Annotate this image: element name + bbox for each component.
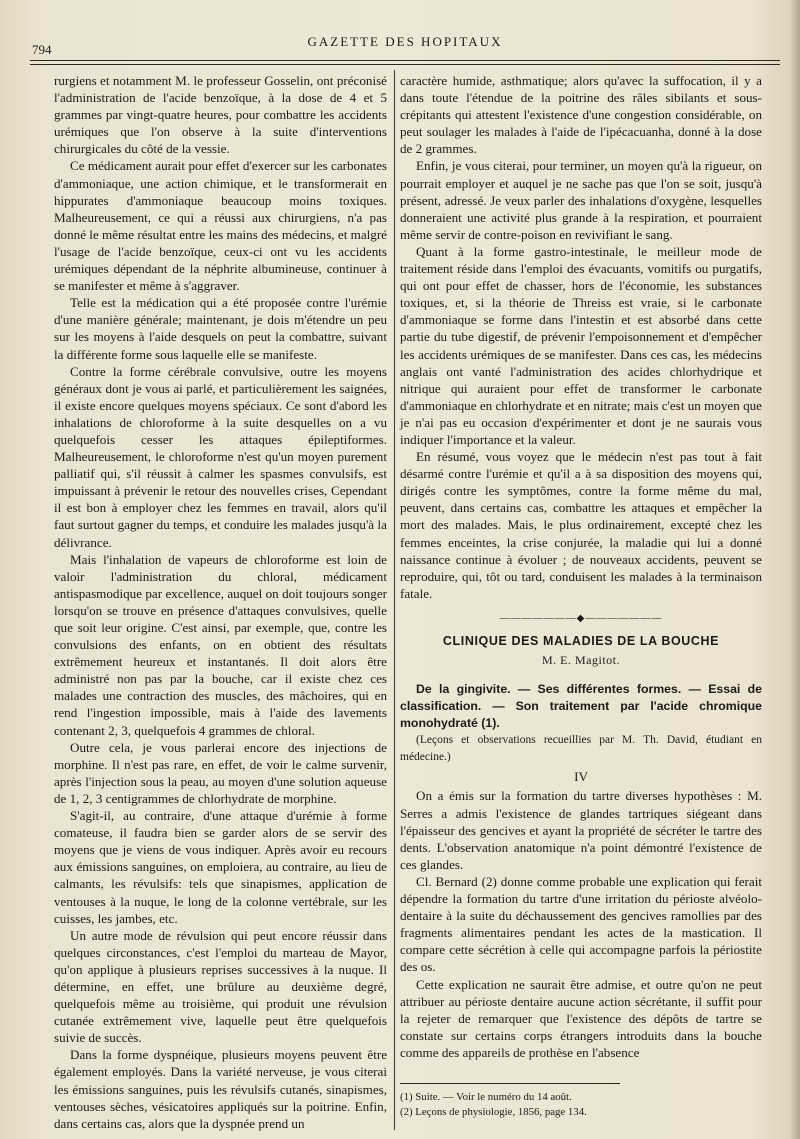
section-author: M. E. Magitot. [542, 653, 620, 668]
journal-title: GAZETTE DES HOPITAUX [307, 34, 503, 49]
paragraph: Ce médicament aurait pour effet d'exercer sur les carbonates d'ammoniaque, une action chimique, et le transformerait en hippurates d'ammoniaque beaucoup moins toxiques. Malheureusement, ce qui a réussi aux chirurgiens, n'a pas donné le même résultat entre les mains des médecins, et malgré l'usage de l'acide benzoïque, ceux-ci ont vu les accidents urémiques dépendant de la néphrite albumineuse, continuer à se manifester et même à s'aggraver. [54, 158, 387, 294]
article-subhead: De la gingivite. — Ses différentes formes. — Essai de classification. — Son traitement par l'acide chromique monohydraté (1). [400, 682, 762, 731]
paragraph: Quant à la forme gastro-intestinale, le meilleur mode de traitement réside dans l'emploi des évacuants, vomitifs ou purgatifs, qui ont pour effet de chasser, hors de l'économie, les substances toxiques, et, si la théorie de Threiss est vraie, si le carbonate d'ammoniaque se forme dans l'intestin et est absorbé dans cette partie du tube digestif, de prévenir l'empoisonnement et d'empêcher les accidents urémiques de se manifester. Dans ces cas, les médecins anglais ont vanté l'administration des acides chlorhydrique et nitrique qui auraient pour effet de transformer le carbonate d'ammoniaque en chlorhydrate et en nitrate; mais c'est un moyen que je n'ai pas eu occasion d'expérimenter et dont je ne saurais vous indiquer l'importance et la valeur. [400, 243, 762, 447]
paragraph: Cl. Bernard (2) donne comme probable une explication qui ferait dépendre la formation du tartre d'une irritation du périoste alvéolo-dentaire à la suite du déchaussement des gencives ramollies par des fragments alimentaires pendant les actes de la mastication. Il compare cette sécrétion à celle qui accompagne parfois la périostite des os. [400, 873, 762, 975]
footnotes [400, 1083, 620, 1120]
paragraph: On a émis sur la formation du tartre diverses hypothèses : M. Serres a admis l'existence de glandes tartriques siégeant dans l'épaisseur des gencives et ayant la propriété de sécréter le tartre des dents. L'observation anatomique n'a point démontré l'existence de ces glandes. [400, 788, 762, 872]
page-header [30, 28, 780, 68]
paragraph: Un autre mode de révulsion qui peut encore réussir dans quelques circonstances, c'est l'emploi du marteau de Mayor, qu'on applique à plusieurs reprises successives à la nuque. Il détermine, en effet, une brûlure au deuxième degré, quelquefois même au troisième, qui produit une révulsion cutanée extrêmement vive, laquelle peut être quelquefois suivie de succès. [54, 927, 387, 1046]
paragraph: Telle est la médication qui a été proposée contre l'urémie d'une manière générale; maintenant, je dois m'étendre un peu sur les moyens à l'aide desquels on peut la combattre, suivant la différente forme sous laquelle elle se manifeste. [54, 295, 387, 362]
header-rule-thin [30, 64, 780, 65]
part-numeral: IV [574, 769, 588, 785]
paragraph: Mais l'inhalation de vapeurs de chloroforme est loin de valoir l'administration du chloral, médicament antispasmodique par excellence, auquel on doit toujours songer lorsqu'on se trouve en présence d'attaques convulsives, quelle que soit leur origine. C'est ainsi, par exemple, que, contre les convulsions des enfants, on en obtient des résultats extrêmement heureux et instantanés. Il doit alors être administré non pas par la bouche, car il existe chez ces malades une contraction des muscles, des mâchoires, qui en rend l'ingestion impossible, mais à l'aide des lavements contenant 2, 3, quelquefois 4 grammes de chloral. [54, 551, 387, 738]
section-ornament: ———————◆——————— [499, 612, 663, 624]
paragraph: En résumé, vous voyez que le médecin n'est pas tout à fait désarmé contre l'urémie et qu'il a à sa disposition des moyens qui, dirigés contre les symptômes, contre la forme même du mal, peuvent, dans certains cas, combattre les attaques et empêcher la mort des malades. Mais, le plus ordinairement, excepté chez les femmes enceintes, la crise conjurée, la maladie qui lui a donné naissance continue à évoluer ; de nouveaux accidents, peuvent se reproduire, qui, tôt ou tard, conduisent les malades à la terminaison fatale. [400, 449, 762, 601]
page-number: 794 [32, 42, 52, 57]
section-title: CLINIQUE DES MALADIES DE LA BOUCHE [442, 634, 720, 648]
page-edge-shadow [790, 0, 800, 1139]
paragraph: rurgiens et notamment M. le professeur Gosselin, ont préconisé l'administration de l'acide benzoïque, à la dose de 4 et 5 grammes par vingt-quatre heures, pour combattre les accidents urémiques que l'on observe à la suite d'interventions chirurgicales du côté de la vessie. [54, 73, 387, 157]
paragraph: Outre cela, je vous parlerai encore des injections de morphine. Il n'est pas rare, en effet, de voir le calme survenir, après l'injection sous la peau, au moyen d'une solution aqueuse de 1, 2, 3 centigrammes de chlorhydrate de morphine. [54, 739, 387, 806]
paragraph: S'agit-il, au contraire, d'une attaque d'urémie à forme comateuse, il faudra bien se garder alors de se servir des moyens que je viens de vous indiquer. Après avoir eu recours aux émissions sanguines, on emploiera, au contraire, au lieu de calmants, les révulsifs: tels que sinapismes, application de ventouses à la nuque, le long de la colonne vertébrale, sur les cuisses, les jambes, etc. [54, 808, 387, 926]
paragraph: Cette explication ne saurait être admise, et outre qu'on ne peut attribuer au périoste dentaire aucune action sécrétante, il suffit pour la rejeter de remarquer que l'existence des dépôts de tartre se constate sur certains corps étrangers introduits dans la bouche comme des appareils de prothèse en l'absence [400, 976, 762, 1060]
paragraph: Enfin, je vous citerai, pour terminer, un moyen qu'à la rigueur, on pourrait employer et auquel je ne sache pas que l'on se soit, jusqu'à présent, adressé. Je veux parler des inhalations d'oxygène, lesquelles donneraient une activité plus grande à la respiration, et pourraient même servir de contre-poison en revivifiant le sang. [400, 158, 762, 242]
lecture-note: (Leçons et observations recueillies par M. Th. David, étudiant en médecine.) [400, 734, 762, 764]
paragraph: Dans la forme dyspnéique, plusieurs moyens peuvent être également employés. Dans la variété nerveuse, je vous citerai les émissions sanguines, puis les révulsifs cutanés, sinapismes, ventouses sèches, vésicatoires appliqués sur la poitrine. Enfin, dans certains cas, alors que la dyspnée prend un [54, 1047, 387, 1131]
paragraph: caractère humide, asthmatique; alors qu'avec la suffocation, il y a dans toute l'étendue de la poitrine des râles sibilants et sous-crépitants qui attestent l'existence d'une congestion considérable, on peut soulager les malades à l'aide de l'ipécacuanha, donné à la dose de 2 grammes. [400, 73, 762, 157]
column-divider [394, 70, 395, 1130]
left-column [54, 72, 387, 1132]
right-column [400, 72, 762, 1120]
paragraph: Contre la forme cérébrale convulsive, outre les moyens généraux dont je vous ai parlé, et particulièrement les saignées, il existe encore quelques moyens spéciaux. Ce sont d'abord les inhalations de chloroforme à la suite desquelles on a vu quelquefois cesser les attaques épileptiformes. Malheureusement, le chloroforme n'est qu'un moyen purement palliatif qui, s'il réussit à calmer les spasmes convulsifs, est impuissant à prévenir le retour des nouvelles crises, Cependant il est bon à employer chez les femmes en travail, alors qu'il faut surtout gagner du temps, et conduire les malades jusqu'à la délivrance. [54, 363, 387, 550]
footnote: (1) Suite. — Voir le numéro du 14 août. [400, 1090, 572, 1103]
footnote: (2) Leçons de physiologie, 1856, page 134. [400, 1105, 587, 1118]
header-rule [30, 60, 780, 61]
